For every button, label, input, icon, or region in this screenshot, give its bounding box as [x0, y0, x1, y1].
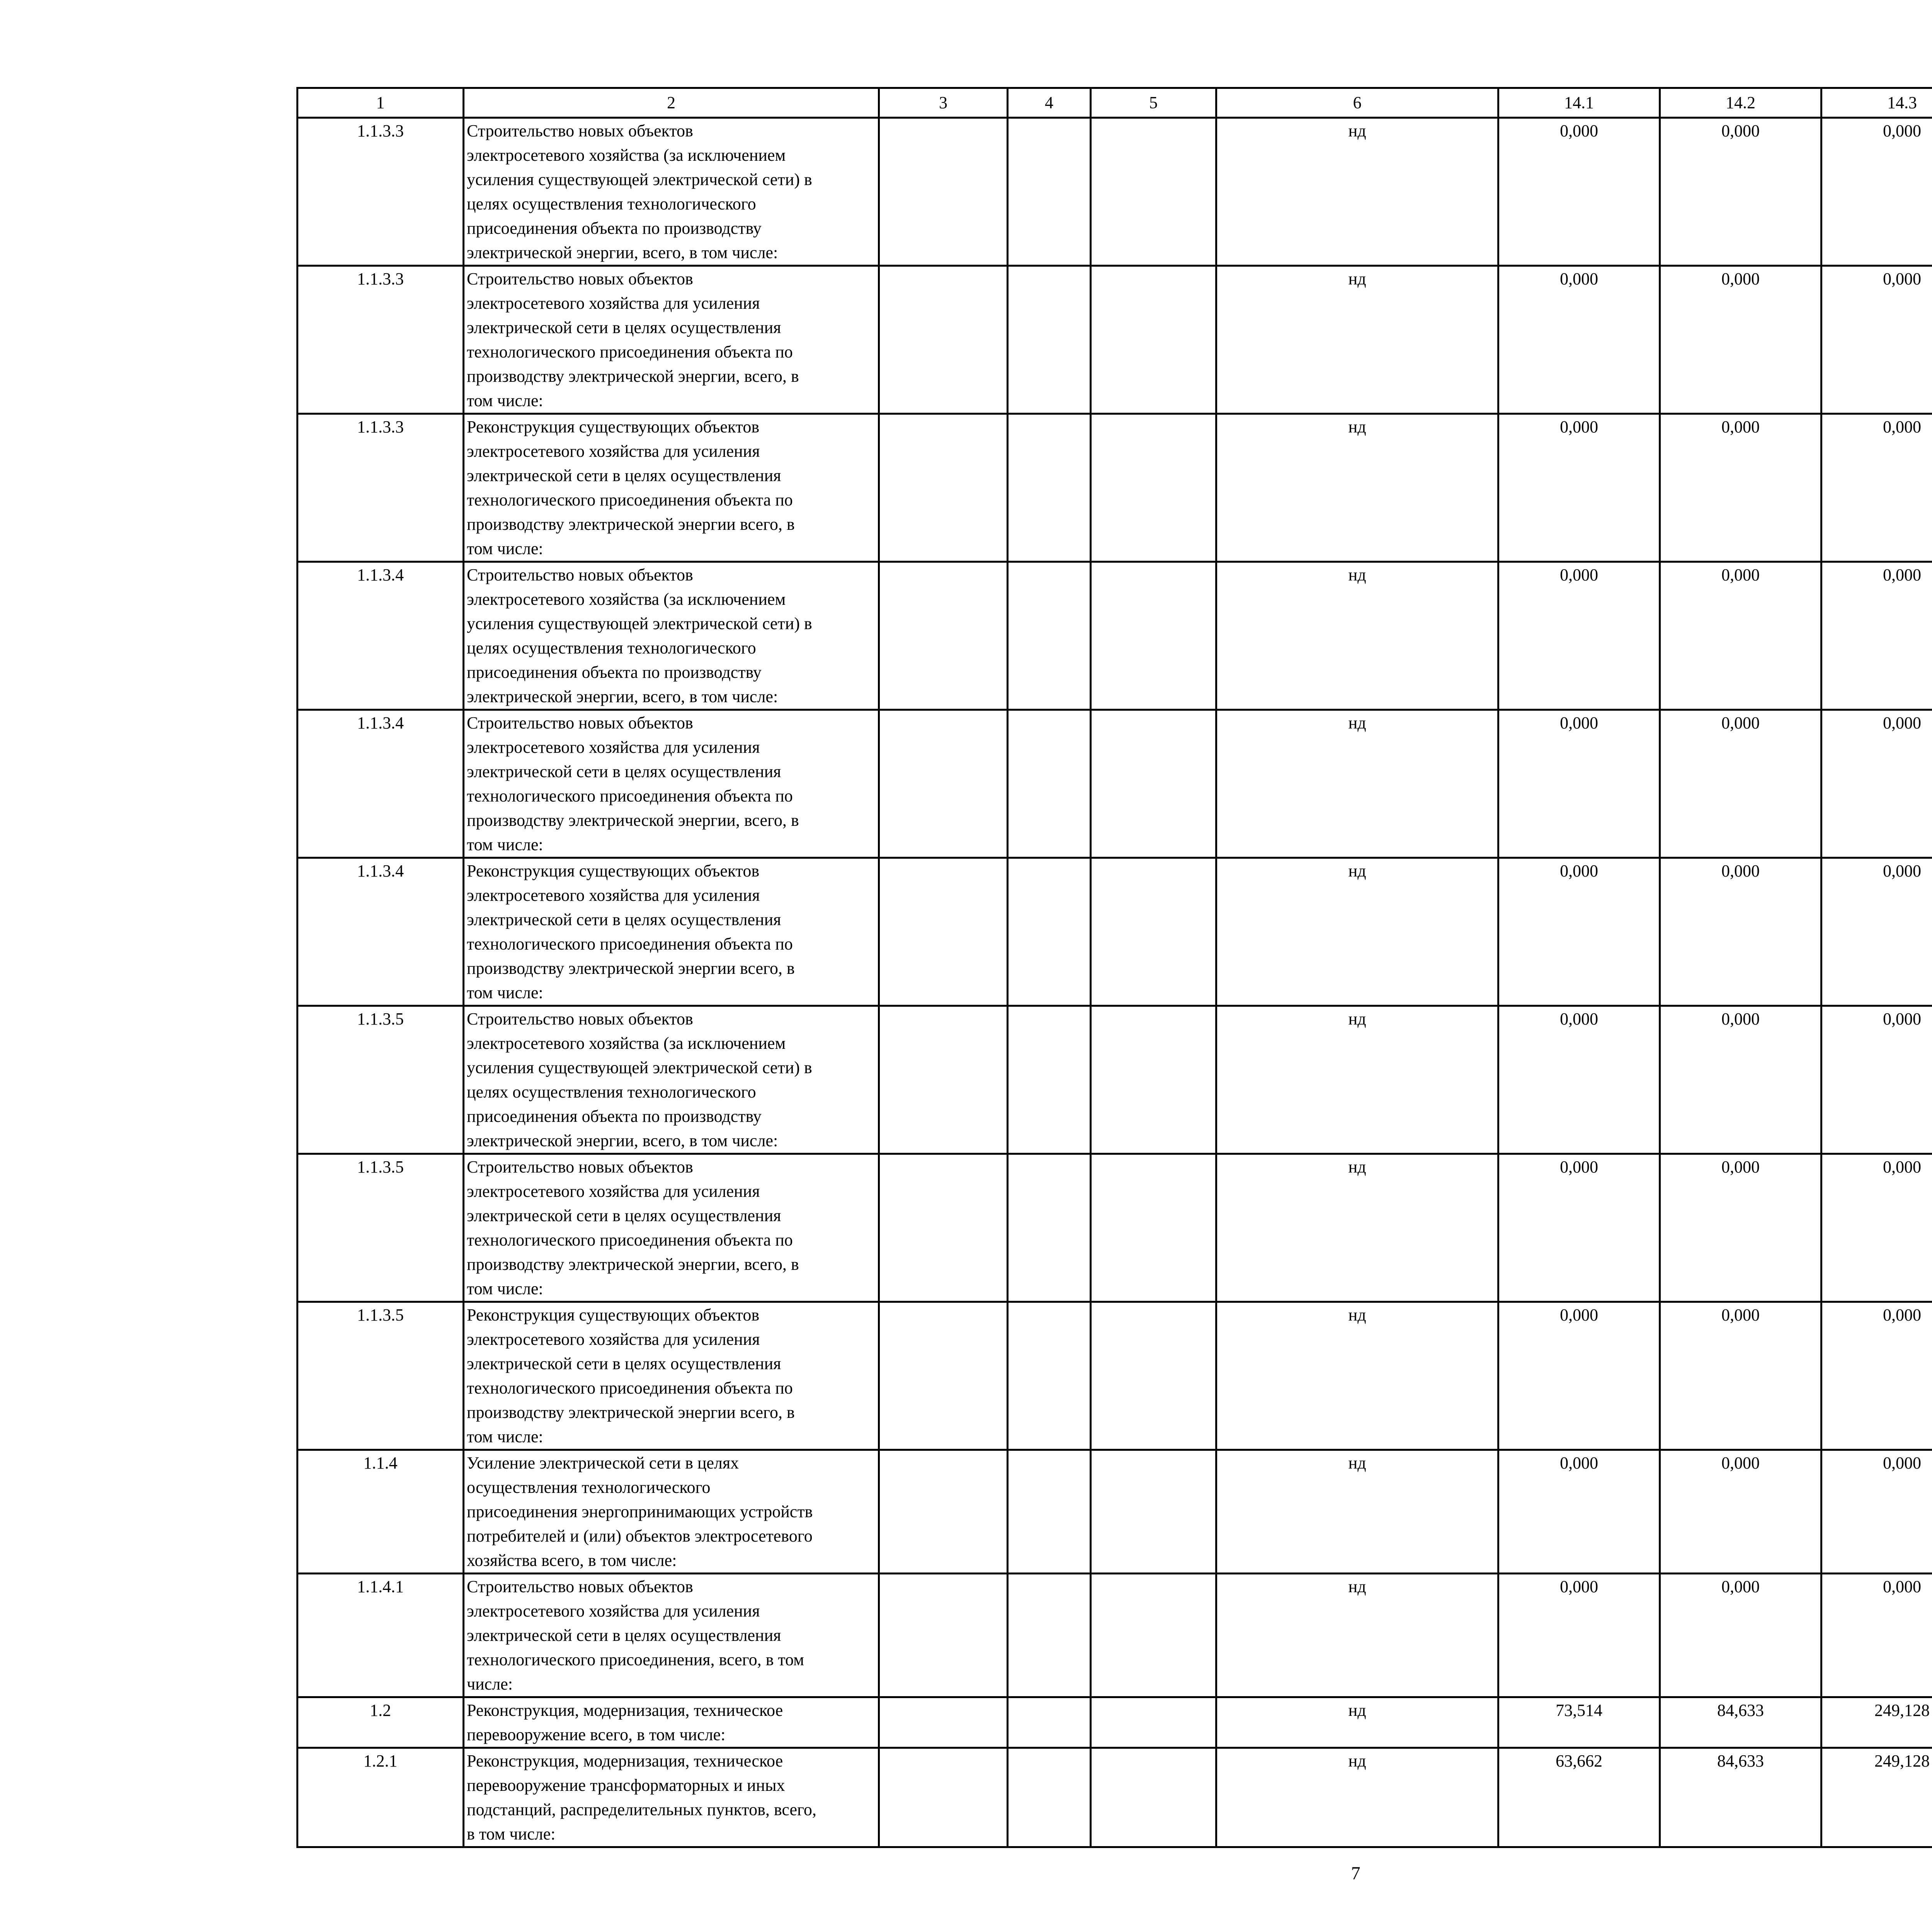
description-line: Строительство новых объектов	[467, 1577, 693, 1596]
item-code: 1.1.3.4	[298, 858, 464, 1006]
empty-cell	[1008, 1748, 1091, 1847]
unit-cell: нд	[1216, 858, 1498, 1006]
page-number: 7	[1351, 1863, 1361, 1884]
description-line: электрической сети в целях осуществления	[467, 1354, 781, 1373]
empty-cell	[879, 1697, 1008, 1748]
empty-cell	[879, 1154, 1008, 1302]
empty-cell	[1091, 562, 1216, 710]
description-line: производству электрической энергии всего, в	[467, 515, 795, 534]
description-line: том числе:	[467, 391, 543, 410]
unit-cell: нд	[1216, 710, 1498, 858]
column-number: 5	[1091, 88, 1216, 118]
description-line: усиления существующей электрической сети) в	[467, 1058, 812, 1077]
description-line: числе:	[467, 1675, 513, 1693]
table-row	[298, 858, 1932, 1006]
description-line: осуществления технологического	[467, 1478, 711, 1497]
empty-cell	[1091, 1006, 1216, 1154]
empty-cell	[1091, 1574, 1216, 1697]
item-description	[464, 1748, 879, 1847]
value-14-1: 0,000	[1498, 118, 1660, 266]
value-14-1: 0,000	[1498, 1154, 1660, 1302]
empty-cell	[879, 858, 1008, 1006]
description-line: том числе:	[467, 1279, 543, 1298]
value-14-1: 0,000	[1498, 562, 1660, 710]
value-14-2: 0,000	[1660, 858, 1821, 1006]
description-line: потребителей и (или) объектов электросетевого	[467, 1527, 813, 1545]
value-14-3: 0,000	[1821, 266, 1932, 414]
column-number: 1	[298, 88, 464, 118]
column-number: 2	[464, 88, 879, 118]
value-14-1: 0,000	[1498, 266, 1660, 414]
description-line: электрической сети в целях осуществления	[467, 1206, 781, 1225]
empty-cell	[1091, 1450, 1216, 1574]
empty-cell	[1091, 266, 1216, 414]
empty-cell	[1008, 1006, 1091, 1154]
value-14-2: 0,000	[1660, 118, 1821, 266]
description-line: том числе:	[467, 983, 543, 1002]
description-line: электросетевого хозяйства для усиления	[467, 442, 760, 461]
description-line: Строительство новых объектов	[467, 1009, 693, 1028]
description-line: присоединения энергопринимающих устройств	[467, 1502, 813, 1521]
description-line: Реконструкция, модернизация, техническое	[467, 1701, 783, 1720]
item-code: 1.1.3.4	[298, 710, 464, 858]
description-line: Реконструкция существующих объектов	[467, 417, 760, 436]
value-14-3: 0,000	[1821, 1450, 1932, 1574]
table-row	[298, 1574, 1932, 1697]
description-line: электрической энергии, всего, в том числе:	[467, 1131, 778, 1150]
description-line: целях осуществления технологического	[467, 194, 756, 213]
item-code: 1.2.1	[298, 1748, 464, 1847]
value-14-2: 0,000	[1660, 1154, 1821, 1302]
description-line: хозяйства всего, в том числе:	[467, 1551, 677, 1570]
item-code: 1.1.3.5	[298, 1154, 464, 1302]
unit-cell: нд	[1216, 1006, 1498, 1154]
unit-cell: нд	[1216, 414, 1498, 562]
description-line: усиления существующей электрической сети) в	[467, 170, 812, 189]
unit-cell: нд	[1216, 1302, 1498, 1450]
value-14-3: 0,000	[1821, 414, 1932, 562]
table-row	[298, 1450, 1932, 1574]
item-code: 1.1.3.5	[298, 1006, 464, 1154]
description-line: электросетевого хозяйства для усиления	[467, 294, 760, 313]
value-14-3: 249,128	[1821, 1748, 1932, 1847]
value-14-3: 0,000	[1821, 562, 1932, 710]
empty-cell	[879, 1302, 1008, 1450]
empty-cell	[1008, 266, 1091, 414]
description-line: производству электрической энергии всего, в	[467, 959, 795, 978]
description-line: электрической сети в целях осуществления	[467, 910, 781, 929]
empty-cell	[879, 562, 1008, 710]
empty-cell	[879, 1748, 1008, 1847]
table-row	[298, 266, 1932, 414]
description-line: электросетевого хозяйства для усиления	[467, 738, 760, 757]
empty-cell	[1008, 1574, 1091, 1697]
description-line: Реконструкция, модернизация, техническое	[467, 1751, 783, 1770]
empty-cell	[1091, 1154, 1216, 1302]
description-line: электрической сети в целях осуществления	[467, 466, 781, 485]
description-line: Реконструкция существующих объектов	[467, 861, 760, 880]
unit-cell: нд	[1216, 266, 1498, 414]
value-14-2: 0,000	[1660, 1302, 1821, 1450]
empty-cell	[879, 1574, 1008, 1697]
value-14-3: 0,000	[1821, 1006, 1932, 1154]
description-line: том числе:	[467, 539, 543, 558]
description-line: целях осуществления технологического	[467, 1082, 756, 1101]
value-14-2: 0,000	[1660, 266, 1821, 414]
empty-cell	[1008, 858, 1091, 1006]
value-14-3: 0,000	[1821, 118, 1932, 266]
column-number: 14.2	[1660, 88, 1821, 118]
description-line: перевооружение всего, в том числе:	[467, 1725, 726, 1744]
empty-cell	[1008, 1154, 1091, 1302]
description-line: производству электрической энергии, всего, в	[467, 811, 799, 830]
item-description	[464, 1697, 879, 1748]
description-line: Усиление электрической сети в целях	[467, 1453, 739, 1472]
item-description	[464, 1154, 879, 1302]
empty-cell	[1008, 1302, 1091, 1450]
description-line: электрической сети в целях осуществления	[467, 1626, 781, 1645]
description-line: технологического присоединения объекта по	[467, 490, 793, 509]
description-line: том числе:	[467, 835, 543, 854]
value-14-3: 0,000	[1821, 1574, 1932, 1697]
item-description	[464, 858, 879, 1006]
table-row	[298, 1006, 1932, 1154]
table-row	[298, 1697, 1932, 1748]
description-line: Строительство новых объектов	[467, 121, 693, 140]
empty-cell	[1008, 710, 1091, 858]
description-line: присоединения объекта по производству	[467, 663, 762, 682]
unit-cell: нд	[1216, 118, 1498, 266]
value-14-1: 0,000	[1498, 414, 1660, 562]
description-line: Реконструкция существующих объектов	[467, 1305, 760, 1324]
table-row	[298, 1748, 1932, 1847]
value-14-1: 0,000	[1498, 1450, 1660, 1574]
empty-cell	[1091, 1302, 1216, 1450]
value-14-2: 0,000	[1660, 1574, 1821, 1697]
description-line: электрической сети в целях осуществления	[467, 762, 781, 781]
description-line: производству электрической энергии, всего, в	[467, 1255, 799, 1274]
value-14-3: 249,128	[1821, 1697, 1932, 1748]
unit-cell: нд	[1216, 1748, 1498, 1847]
item-description	[464, 1574, 879, 1697]
description-line: присоединения объекта по производству	[467, 219, 762, 238]
item-description	[464, 1006, 879, 1154]
description-line: производству электрической энергии всего, в	[467, 1403, 795, 1422]
empty-cell	[879, 1450, 1008, 1574]
table-row	[298, 118, 1932, 266]
empty-cell	[1008, 414, 1091, 562]
item-code: 1.1.3.3	[298, 118, 464, 266]
description-line: Строительство новых объектов	[467, 713, 693, 732]
item-description	[464, 118, 879, 266]
table-row	[298, 1302, 1932, 1450]
description-line: технологического присоединения объекта по	[467, 786, 793, 805]
empty-cell	[1008, 562, 1091, 710]
item-code: 1.1.3.3	[298, 266, 464, 414]
value-14-3: 0,000	[1821, 858, 1932, 1006]
column-number: 6	[1216, 88, 1498, 118]
description-line: Строительство новых объектов	[467, 1157, 693, 1176]
item-description	[464, 414, 879, 562]
value-14-2: 0,000	[1660, 710, 1821, 858]
item-code: 1.1.4	[298, 1450, 464, 1574]
column-number: 3	[879, 88, 1008, 118]
value-14-3: 0,000	[1821, 710, 1932, 858]
value-14-1: 63,662	[1498, 1748, 1660, 1847]
value-14-2: 0,000	[1660, 414, 1821, 562]
description-line: производству электрической энергии, всего, в	[467, 367, 799, 386]
column-number: 14.3	[1821, 88, 1932, 118]
description-line: технологического присоединения объекта по	[467, 342, 793, 361]
value-14-1: 0,000	[1498, 1302, 1660, 1450]
description-line: электросетевого хозяйства (за исключением	[467, 590, 786, 609]
column-number-row	[298, 88, 1932, 118]
empty-cell	[879, 266, 1008, 414]
value-14-2: 0,000	[1660, 562, 1821, 710]
unit-cell: нд	[1216, 562, 1498, 710]
item-description	[464, 1450, 879, 1574]
value-14-3: 0,000	[1821, 1154, 1932, 1302]
unit-cell: нд	[1216, 1450, 1498, 1574]
item-code: 1.2	[298, 1697, 464, 1748]
value-14-1: 73,514	[1498, 1697, 1660, 1748]
description-line: технологического присоединения объекта по	[467, 1379, 793, 1397]
item-code: 1.1.3.3	[298, 414, 464, 562]
description-line: электросетевого хозяйства для усиления	[467, 886, 760, 905]
unit-cell: нд	[1216, 1697, 1498, 1748]
description-line: Строительство новых объектов	[467, 269, 693, 288]
table-row	[298, 562, 1932, 710]
empty-cell	[1091, 1697, 1216, 1748]
description-line: электросетевого хозяйства для усиления	[467, 1330, 760, 1349]
report-sheet	[296, 87, 1932, 1848]
value-14-1: 0,000	[1498, 1006, 1660, 1154]
table-row	[298, 710, 1932, 858]
value-14-1: 0,000	[1498, 858, 1660, 1006]
description-line: электросетевого хозяйства (за исключением	[467, 1034, 786, 1053]
item-code: 1.1.4.1	[298, 1574, 464, 1697]
value-14-3: 0,000	[1821, 1302, 1932, 1450]
empty-cell	[1091, 414, 1216, 562]
empty-cell	[879, 118, 1008, 266]
description-line: технологического присоединения, всего, в том	[467, 1650, 804, 1669]
column-number: 4	[1008, 88, 1091, 118]
description-line: электросетевого хозяйства (за исключением	[467, 146, 786, 165]
description-line: усиления существующей электрической сети) в	[467, 614, 812, 633]
item-code: 1.1.3.4	[298, 562, 464, 710]
description-line: целях осуществления технологического	[467, 638, 756, 657]
value-14-2: 0,000	[1660, 1450, 1821, 1574]
description-line: в том числе:	[467, 1824, 556, 1843]
item-description	[464, 710, 879, 858]
description-line: присоединения объекта по производству	[467, 1107, 762, 1126]
value-14-2: 84,633	[1660, 1748, 1821, 1847]
description-line: подстанций, распределительных пунктов, всего,	[467, 1800, 816, 1819]
empty-cell	[1091, 710, 1216, 858]
value-14-2: 0,000	[1660, 1006, 1821, 1154]
item-description	[464, 266, 879, 414]
description-line: Строительство новых объектов	[467, 565, 693, 584]
table-row	[298, 414, 1932, 562]
description-line: электросетевого хозяйства для усиления	[467, 1182, 760, 1201]
description-line: электрической энергии, всего, в том числе:	[467, 687, 778, 706]
empty-cell	[879, 710, 1008, 858]
description-line: электрической сети в целях осуществления	[467, 318, 781, 337]
column-number: 14.1	[1498, 88, 1660, 118]
empty-cell	[1091, 858, 1216, 1006]
item-description	[464, 562, 879, 710]
investment-table	[296, 87, 1932, 1848]
empty-cell	[879, 1006, 1008, 1154]
value-14-1: 0,000	[1498, 1574, 1660, 1697]
empty-cell	[1008, 1697, 1091, 1748]
empty-cell	[879, 414, 1008, 562]
description-line: том числе:	[467, 1427, 543, 1446]
description-line: электросетевого хозяйства для усиления	[467, 1601, 760, 1620]
unit-cell: нд	[1216, 1574, 1498, 1697]
description-line: технологического присоединения объекта по	[467, 934, 793, 953]
value-14-1: 0,000	[1498, 710, 1660, 858]
empty-cell	[1008, 118, 1091, 266]
item-description	[464, 1302, 879, 1450]
empty-cell	[1091, 118, 1216, 266]
empty-cell	[1091, 1748, 1216, 1847]
description-line: технологического присоединения объекта по	[467, 1230, 793, 1249]
value-14-2: 84,633	[1660, 1697, 1821, 1748]
table-row	[298, 1154, 1932, 1302]
unit-cell: нд	[1216, 1154, 1498, 1302]
item-code: 1.1.3.5	[298, 1302, 464, 1450]
description-line: перевооружение трансформаторных и иных	[467, 1776, 785, 1795]
description-line: электрической энергии, всего, в том числе:	[467, 243, 778, 262]
empty-cell	[1008, 1450, 1091, 1574]
